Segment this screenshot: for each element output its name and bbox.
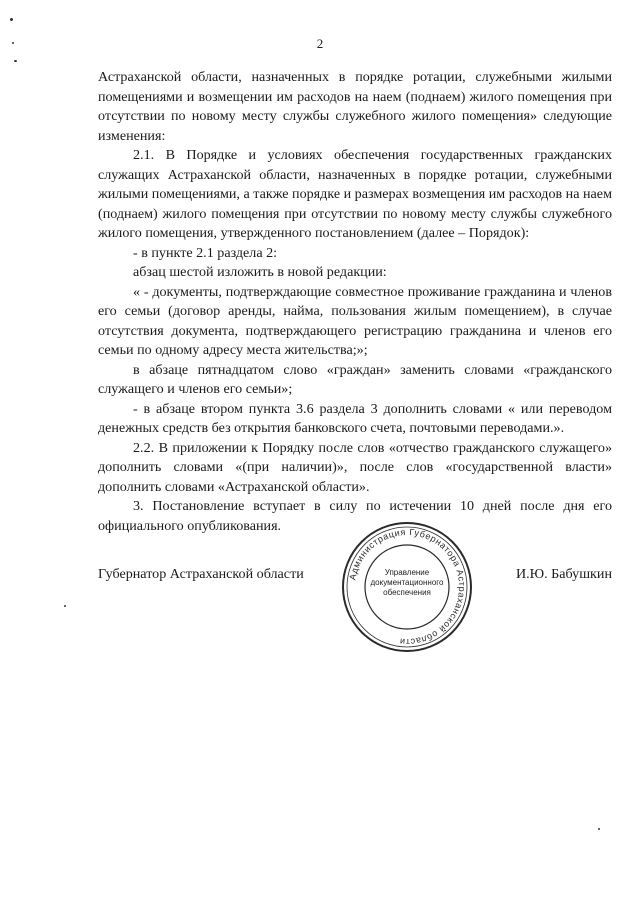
scan-dot xyxy=(10,18,13,21)
official-stamp xyxy=(340,520,474,654)
paragraph: - в абзаце втором пункта 3.6 раздела 3 дополнить словами « или переводом денежных средств без открытия банковского счета, почтовыми переводами.». xyxy=(98,400,612,436)
paragraph: « - документы, подтверждающие совместное проживание гражданина и членов его семьи (договор аренды, найма, пользования жилым помещением), в случае отсутствия документа, подтверждающего регистрацию гражданина и членов его семьи по одному адресу места жительства;»; xyxy=(98,283,612,358)
paragraph: 2.1. В Порядке и условиях обеспечения государственных гражданских служащих Астраханской области, назначенных в порядке ротации, служебными жилыми помещениями, а также порядке и размерах возмещения им расходов на наем (поднаем) жилого помещения при отсутствии по новому месту службы служебного жилого помещения, утвержденного постановлением (далее – Порядок): xyxy=(98,147,612,241)
scan-dot xyxy=(598,828,600,830)
page-number: 2 xyxy=(316,36,324,51)
stamp-line: документационного xyxy=(370,578,444,587)
stamp-line: обеспечения xyxy=(383,588,431,597)
paragraph: 2.2. В приложении к Порядку после слов «отчество гражданского служащего» дополнить словами «(при наличии)», после слов «государственной власти» дополнить словами «Астраханской области». xyxy=(98,439,612,495)
paragraph: абзац шестой изложить в новой редакции: xyxy=(133,264,387,280)
paragraph: - в пункте 2.1 раздела 2: xyxy=(133,244,278,261)
paragraph: в абзаце пятнадцатом слово «граждан» заменить словами «гражданского служащего и членов его семьи»; xyxy=(98,361,612,397)
signatory-position: Губернатор Астраханской области xyxy=(98,566,304,582)
scan-dot xyxy=(64,605,66,607)
scan-dot xyxy=(12,42,14,44)
stamp-center-text xyxy=(364,568,450,598)
paragraph: 3. Постановление вступает в силу по истечении 10 дней после дня его официального опубликования. xyxy=(98,498,612,534)
document-body xyxy=(98,68,612,536)
svg-text:Администрация Губернатора Астр: Администрация Губернатора Астраханской области xyxy=(347,526,468,648)
signatory-name: И.Ю. Бабушкин xyxy=(515,566,612,582)
stamp-line: Управление xyxy=(384,568,430,577)
paragraph: Астраханской области, назначенных в порядке ротации, служебными жилыми помещениями и возмещении им расходов на наем (поднаем) жилого помещения при отсутствии по новому месту службы служебного жилого помещения» следующие изменения: xyxy=(98,69,612,144)
scan-dot xyxy=(14,60,17,62)
